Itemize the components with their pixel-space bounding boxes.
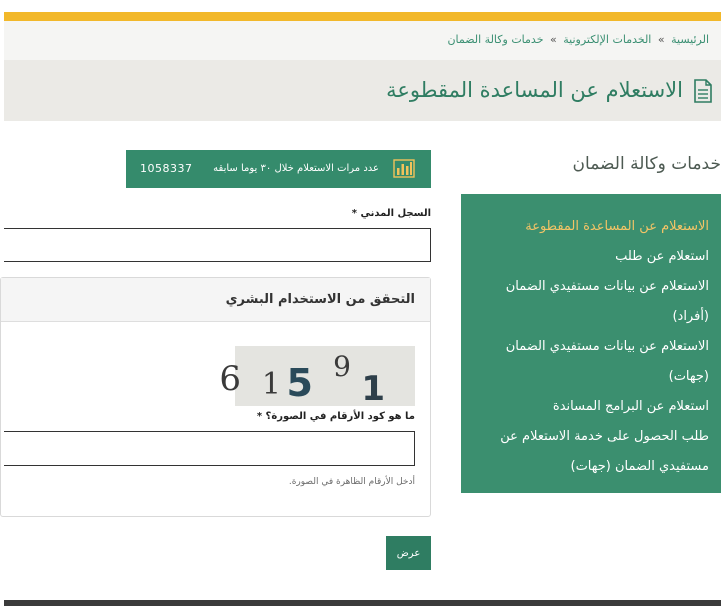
document-icon xyxy=(693,79,713,103)
breadcrumb-e-services[interactable]: الخدمات الإلكترونية xyxy=(563,33,652,46)
sidebar-item-request-inquiry[interactable]: استعلام عن طلب xyxy=(615,249,709,264)
captcha-help-text: أدخل الأرقام الظاهرة في الصورة. xyxy=(288,477,415,487)
bar-chart-icon xyxy=(393,159,415,178)
sidebar-item-beneficiaries-individuals[interactable]: الاستعلام عن بيانات مستفيدي الضمان (أفراد) xyxy=(505,279,709,324)
civil-registry-label: السجل المدني * xyxy=(351,208,431,219)
breadcrumb-separator: » xyxy=(657,33,665,46)
sidebar-heading: خدمات وكالة الضمان xyxy=(572,154,721,174)
captcha-digit: 9 xyxy=(333,350,351,383)
breadcrumb-separator: » xyxy=(550,33,557,46)
sidebar-item-support-programs[interactable]: استعلام عن البرامج المساندة xyxy=(552,399,709,414)
captcha-digit: 6 xyxy=(219,359,241,399)
inquiry-count-value: 1058337 xyxy=(140,162,193,175)
breadcrumb-home[interactable]: الرئيسية xyxy=(671,33,709,46)
sidebar-menu xyxy=(461,194,721,493)
sidebar-item-lump-sum-aid[interactable]: الاستعلام عن المساعدة المقطوعة xyxy=(525,219,709,234)
accent-stripe xyxy=(4,12,721,21)
breadcrumb-current[interactable]: خدمات وكالة الضمان xyxy=(447,33,544,46)
captcha-title: التحقق من الاستخدام البشري xyxy=(225,292,415,307)
civil-registry-input[interactable] xyxy=(4,228,431,262)
captcha-digit: 5 xyxy=(286,361,313,405)
captcha-input[interactable] xyxy=(4,431,415,466)
breadcrumb-bar xyxy=(4,21,721,60)
top-bar xyxy=(4,0,721,14)
inquiry-count-box xyxy=(126,150,431,188)
breadcrumb xyxy=(447,33,709,46)
captcha-image xyxy=(219,346,415,409)
sidebar-item-beneficiaries-entities[interactable]: الاستعلام عن بيانات مستفيدي الضمان (جهات) xyxy=(505,339,709,384)
captcha-question: ما هو كود الأرقام في الصورة؟ * xyxy=(256,411,415,422)
captcha-digit: 1 xyxy=(261,367,281,402)
sidebar-item-inquiry-service-request[interactable]: طلب الحصول على خدمة الاستعلام عن مستفيدي الضمان (جهات) xyxy=(500,429,709,474)
submit-button[interactable]: عرض xyxy=(386,536,431,570)
captcha-header xyxy=(1,278,430,322)
captcha-digit: 1 xyxy=(361,369,385,409)
page-title: الاستعلام عن المساعدة المقطوعة xyxy=(386,78,683,102)
inquiry-count-label: عدد مرات الاستعلام خلال ٣٠ يوما سابقه xyxy=(213,163,379,174)
footer-bar xyxy=(4,600,721,606)
page-header xyxy=(4,60,721,121)
